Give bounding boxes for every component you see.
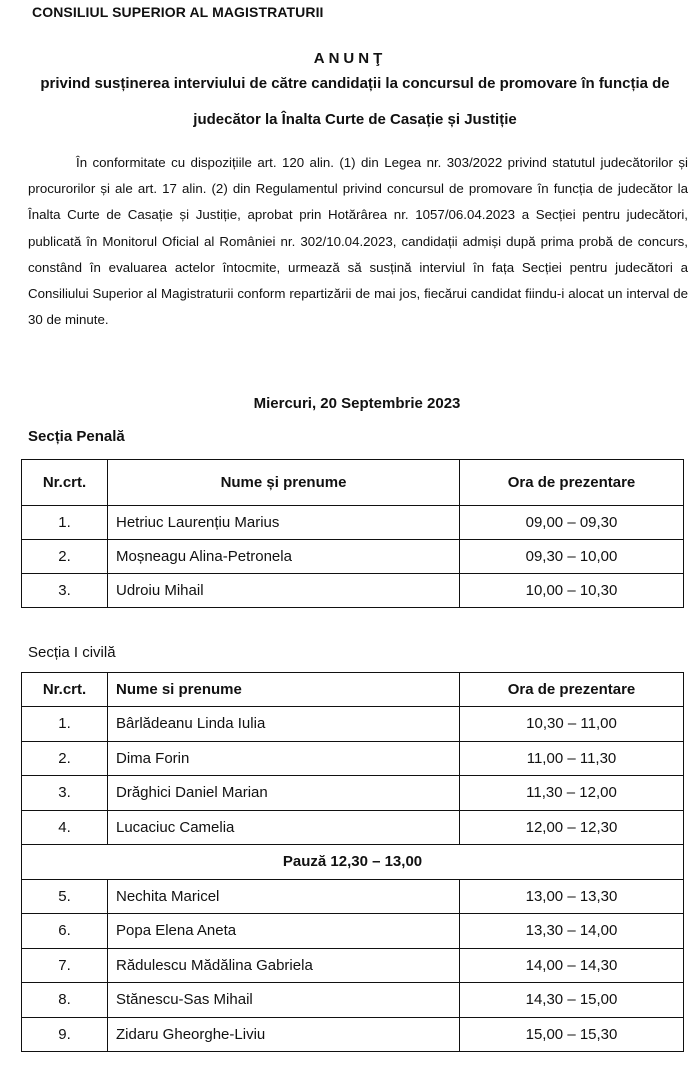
row-number: 4. <box>22 810 108 845</box>
section-label-penala: Secția Penală <box>28 428 125 445</box>
row-number: 8. <box>22 983 108 1018</box>
candidate-name: Popa Elena Aneta <box>108 914 460 949</box>
interview-date: Miercuri, 20 Septembrie 2023 <box>253 395 461 412</box>
candidate-name: Zidaru Gheorghe-Liviu <box>108 1017 460 1052</box>
schedule-table-civila <box>21 672 684 1052</box>
row-number: 3. <box>22 776 108 811</box>
time-slot: 14,00 – 14,30 <box>460 948 684 983</box>
table-row <box>22 776 684 811</box>
row-number: 5. <box>22 879 108 914</box>
table-row <box>22 574 684 608</box>
row-number: 2. <box>22 741 108 776</box>
row-number: 3. <box>22 574 108 608</box>
candidate-name: Udroiu Mihail <box>108 574 460 608</box>
time-slot: 15,00 – 15,30 <box>460 1017 684 1052</box>
table-row <box>22 540 684 574</box>
column-header-name: Nume și prenume <box>108 460 460 506</box>
time-slot: 10,30 – 11,00 <box>460 707 684 742</box>
time-slot: 10,00 – 10,30 <box>460 574 684 608</box>
time-slot: 11,30 – 12,00 <box>460 776 684 811</box>
row-number: 1. <box>22 707 108 742</box>
time-slot: 13,00 – 13,30 <box>460 879 684 914</box>
time-slot: 12,00 – 12,30 <box>460 810 684 845</box>
row-number: 2. <box>22 540 108 574</box>
candidate-name: Dima Forin <box>108 741 460 776</box>
time-slot: 11,00 – 11,30 <box>460 741 684 776</box>
time-slot: 09,00 – 09,30 <box>460 506 684 540</box>
row-number: 7. <box>22 948 108 983</box>
candidate-name: Lucaciuc Camelia <box>108 810 460 845</box>
column-header-time: Ora de prezentare <box>460 460 684 506</box>
pause-label: Pauză 12,30 – 13,00 <box>22 845 684 880</box>
section-label-civila: Secția I civilă <box>28 644 116 661</box>
row-number: 1. <box>22 506 108 540</box>
column-header-time: Ora de prezentare <box>460 673 684 707</box>
column-header-name: Nume si prenume <box>108 673 460 707</box>
candidate-name: Drăghici Daniel Marian <box>108 776 460 811</box>
table-row <box>22 741 684 776</box>
table-row <box>22 810 684 845</box>
table-row <box>22 707 684 742</box>
table-row <box>22 1017 684 1052</box>
candidate-name: Bârlădeanu Linda Iulia <box>108 707 460 742</box>
candidate-name: Moșneagu Alina-Petronela <box>108 540 460 574</box>
table-row <box>22 948 684 983</box>
table-row <box>22 506 684 540</box>
table-row <box>22 983 684 1018</box>
time-slot: 14,30 – 15,00 <box>460 983 684 1018</box>
candidate-name: Stănescu-Sas Mihail <box>108 983 460 1018</box>
table-header-row <box>22 460 684 506</box>
candidate-name: Rădulescu Mădălina Gabriela <box>108 948 460 983</box>
candidate-name: Hetriuc Laurențiu Marius <box>108 506 460 540</box>
column-header-nr: Nr.crt. <box>22 673 108 707</box>
row-number: 6. <box>22 914 108 949</box>
schedule-table-penala <box>21 459 684 608</box>
pause-row <box>22 845 684 880</box>
time-slot: 13,30 – 14,00 <box>460 914 684 949</box>
intro-text: În conformitate cu dispozițiile art. 120 alin. (1) din Legea nr. 303/2022 privind statutul judecătorilor și procurorilor și ale art. 17 alin. (2) din Regulamentul privind concursul de promovare în funcția de judecător la Înalta Curte de Casație și Justiție, aprobat prin Hotărârea nr. 1057/06.04.2023 a Secției pentru judecători, publicată în Monitorul Oficial al României nr. 302/10.04.2023, candidații admiși după prima probă de concurs, constând în evaluarea actelor întocmite, urmează să susțină interviul în fața Secției pentru judecători a Consiliului Superior al Magistraturii conform repartizării de mai jos, fiecărui candidat fiindu-i alocat un interval de 30 de minute. <box>28 155 688 328</box>
intro-paragraph <box>28 150 688 333</box>
announcement-subtitle: privind susținerea interviului de către candidații la concursul de promovare în funcția de judecător la Înalta Curte de Casație și Justiție <box>40 75 670 128</box>
table-row <box>22 914 684 949</box>
announcement-title: ANUNŢ <box>313 50 387 67</box>
time-slot: 09,30 – 10,00 <box>460 540 684 574</box>
candidate-name: Nechita Maricel <box>108 879 460 914</box>
table-header-row <box>22 673 684 707</box>
row-number: 9. <box>22 1017 108 1052</box>
institution-name: CONSILIUL SUPERIOR AL MAGISTRATURII <box>32 4 324 20</box>
column-header-nr: Nr.crt. <box>22 460 108 506</box>
table-row <box>22 879 684 914</box>
